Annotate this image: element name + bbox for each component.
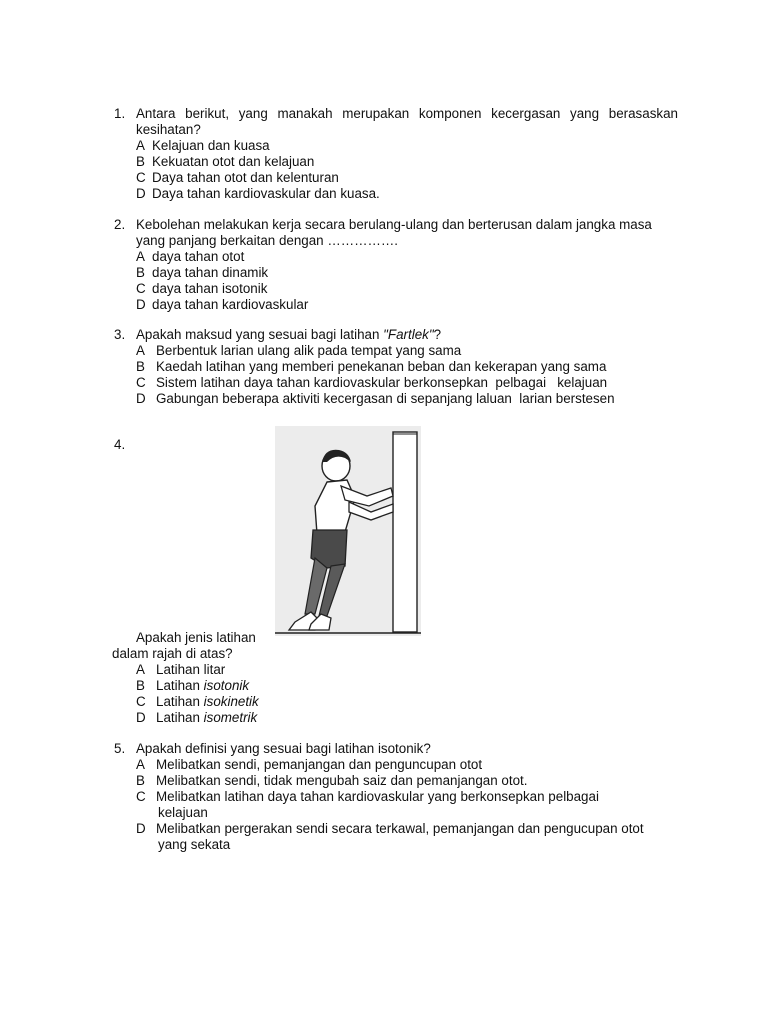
question-number: 1. <box>114 106 126 121</box>
option-a[interactable]: A Melibatkan sendi, pemanjangan dan penguncupan otot <box>136 757 483 772</box>
option-b[interactable]: B Kekuatan otot dan kelajuan <box>136 154 315 169</box>
question-number: 2. <box>114 217 126 232</box>
option-c[interactable]: C daya tahan isotonik <box>136 281 268 296</box>
question-4-number: 4. <box>114 437 126 452</box>
question-text-line-2: dalam rajah di atas? <box>112 646 233 661</box>
question-3 <box>114 327 615 407</box>
option-a[interactable]: A Latihan litar <box>136 662 226 677</box>
option-d-continuation: yang sekata <box>158 837 231 852</box>
question-text-line-1: Apakah jenis latihan <box>136 630 256 645</box>
option-a[interactable]: A Kelajuan dan kuasa <box>136 138 270 153</box>
question-number: 3. <box>114 327 126 342</box>
option-c[interactable]: C Latihan isokinetik <box>136 694 259 709</box>
question-number: 5. <box>114 741 126 756</box>
question-5 <box>114 741 644 853</box>
option-d[interactable]: D Melibatkan pergerakan sendi secara terkawal, pemanjangan dan pengucupan otot <box>136 821 644 836</box>
option-c-continuation: kelajuan <box>158 805 208 820</box>
option-d[interactable]: D Daya tahan kardiovaskular dan kuasa. <box>136 186 380 201</box>
option-b[interactable]: B daya tahan dinamik <box>136 265 269 280</box>
option-b[interactable]: B Kaedah latihan yang memberi penekanan beban dan kekerapan yang sama <box>136 359 607 374</box>
question-1 <box>114 106 678 202</box>
wall-push-figure <box>275 426 421 636</box>
option-c[interactable]: C Melibatkan latihan daya tahan kardiovaskular yang berkonsepkan pelbagai <box>136 789 599 804</box>
question-text-line-1: Antara berikut, yang manakah merupakan komponen kecergasan yang berasaskan <box>136 106 678 121</box>
option-d[interactable]: D Latihan isometrik <box>136 710 258 725</box>
question-text: Apakah maksud yang sesuai bagi latihan "Fartlek"? <box>136 327 442 342</box>
question-text-line-2: yang panjang berkaitan dengan ……………. <box>136 233 399 248</box>
option-c[interactable]: C Sistem latihan daya tahan kardiovaskular berkonsepkan pelbagai kelajuan <box>136 375 608 390</box>
question-text-line-1: Kebolehan melakukan kerja secara berulang-ulang dan berterusan dalam jangka masa <box>136 217 652 232</box>
question-text: Apakah definisi yang sesuai bagi latihan isotonik? <box>136 741 431 756</box>
question-4 <box>112 630 259 726</box>
option-b[interactable]: B Melibatkan sendi, tidak mengubah saiz dan pemanjangan otot. <box>136 773 528 788</box>
option-d[interactable]: D daya tahan kardiovaskular <box>136 297 309 312</box>
option-a[interactable]: A Berbentuk larian ulang alik pada tempat yang sama <box>136 343 462 358</box>
option-b[interactable]: B Latihan isotonik <box>136 678 250 693</box>
question-2 <box>114 217 652 313</box>
option-d[interactable]: D Gabungan beberapa aktiviti kecergasan di sepanjang laluan larian berstesen <box>136 391 615 406</box>
question-text-line-2: kesihatan? <box>136 122 201 137</box>
option-a[interactable]: A daya tahan otot <box>136 249 245 264</box>
option-c[interactable]: C Daya tahan otot dan kelenturan <box>136 170 339 185</box>
